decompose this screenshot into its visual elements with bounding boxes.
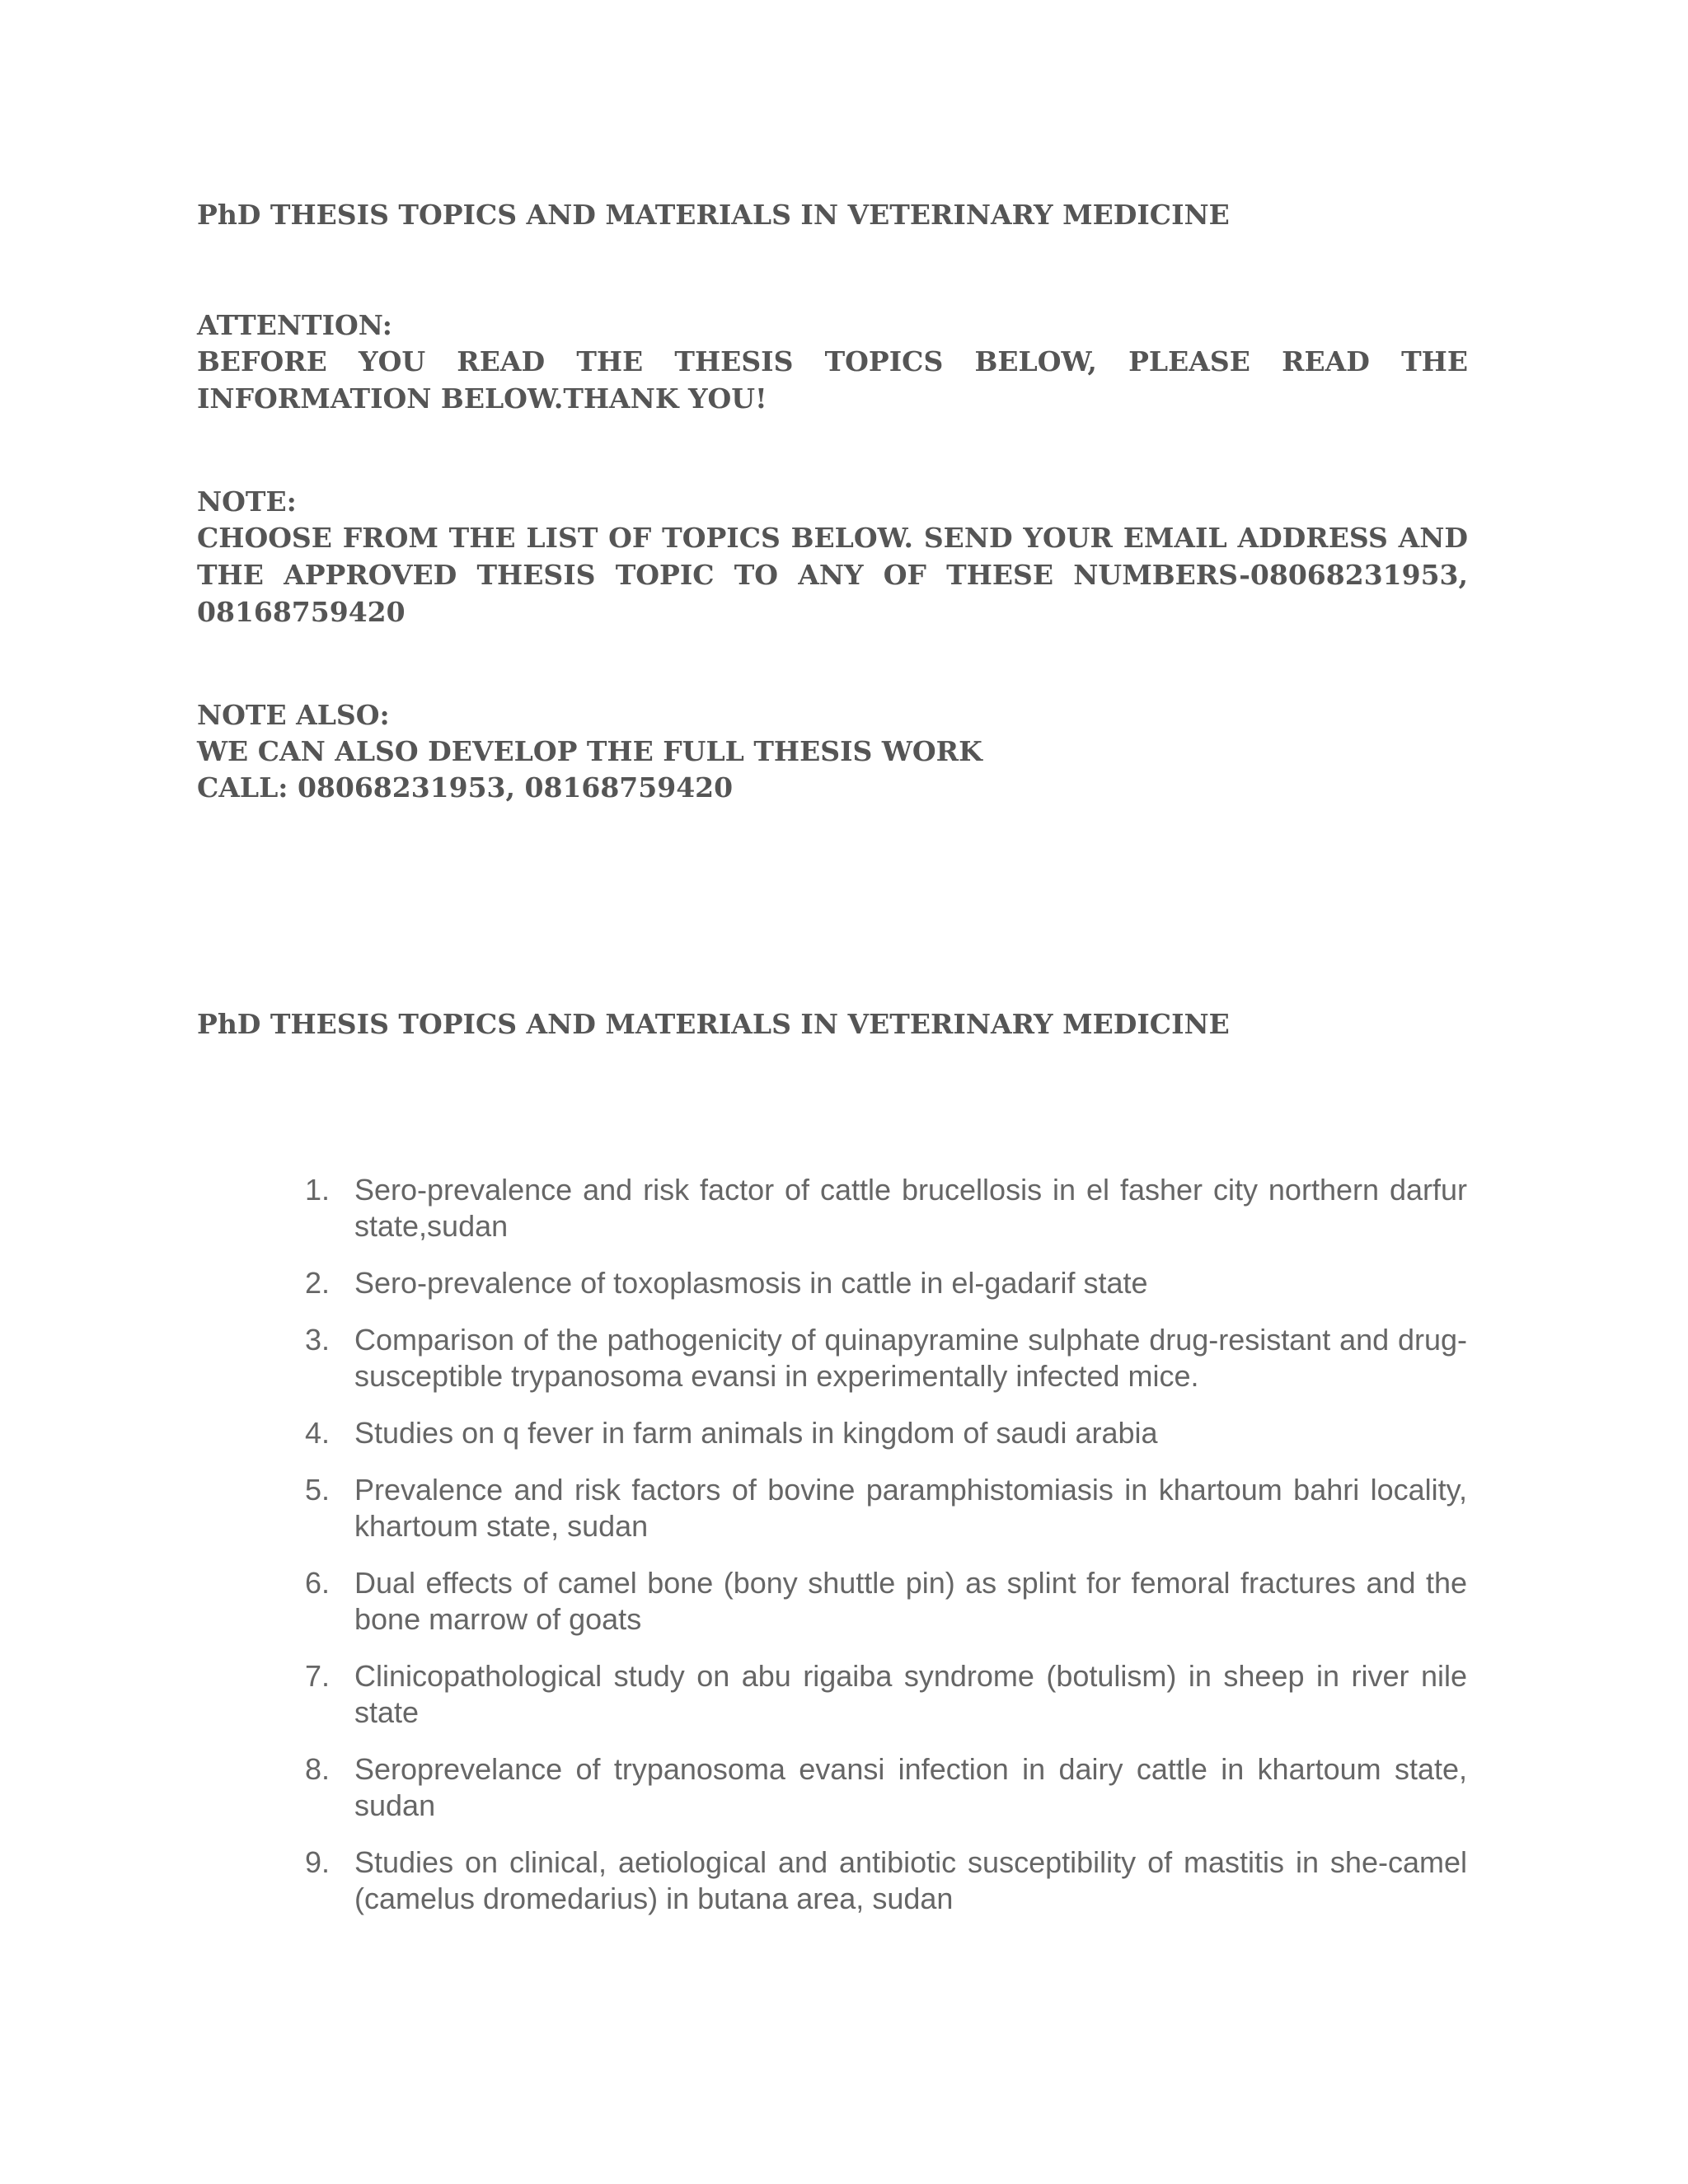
topic-text: Sero-prevalence and risk factor of cattle brucellosis in el fasher city northern darfur state,sudan [354, 1173, 1467, 1243]
attention-label: ATTENTION: [197, 309, 392, 341]
topic-text: Sero-prevalence of toxoplasmosis in cattle in el-gadarif state [354, 1266, 1148, 1300]
topics-list [0, 1172, 1688, 1938]
topic-item [0, 1172, 1688, 1244]
topic-text: Seroprevelance of trypanosoma evansi infection in dairy cattle in khartoum state, sudan [354, 1752, 1467, 1822]
topic-number: 8. [305, 1752, 331, 1786]
topic-item [0, 1322, 1688, 1394]
topic-item [0, 1658, 1688, 1731]
topic-number: 6. [305, 1566, 331, 1600]
topic-text: Studies on clinical, aetiological and antibiotic susceptibility of mastitis in she-camel (camelus dromedarius) in butana area, sudan [354, 1845, 1467, 1915]
topic-text: Studies on q fever in farm animals in kingdom of saudi arabia [354, 1416, 1158, 1450]
topic-item [0, 1415, 1688, 1451]
topic-text: Prevalence and risk factors of bovine paramphistomiasis in khartoum bahri locality, khartoum state, sudan [354, 1473, 1467, 1543]
note-text: CHOOSE FROM THE LIST OF TOPICS BELOW. SEND YOUR EMAIL ADDRESS AND THE APPROVED THESIS TOPIC TO ANY OF THESE NUMBERS-08068231953, 08168759420 [197, 522, 1468, 628]
topic-text: Clinicopathological study on abu rigaiba syndrome (botulism) in sheep in river nile state [354, 1659, 1467, 1729]
topic-item [0, 1265, 1688, 1301]
topic-item [0, 1844, 1688, 1917]
topic-text: Dual effects of camel bone (bony shuttle pin) as splint for femoral fractures and the bone marrow of goats [354, 1566, 1467, 1636]
section-title: PhD THESIS TOPICS AND MATERIALS IN VETERINARY MEDICINE [197, 1008, 1230, 1040]
topic-number: 9. [305, 1845, 331, 1879]
call-numbers: CALL: 08068231953, 08168759420 [197, 771, 734, 804]
note-label: NOTE: [197, 485, 297, 518]
topic-number: 2. [305, 1266, 331, 1300]
topic-number: 5. [305, 1473, 331, 1507]
topic-item [0, 1751, 1688, 1824]
topic-text: Comparison of the pathogenicity of quinapyramine sulphate drug-resistant and drug-susceptible trypanosoma evansi in experimentally infected mice. [354, 1323, 1467, 1393]
topic-number: 4. [305, 1416, 331, 1450]
topic-number: 1. [305, 1173, 331, 1207]
note-also-label: NOTE ALSO: [197, 699, 390, 731]
document-title: PhD THESIS TOPICS AND MATERIALS IN VETERINARY MEDICINE [197, 199, 1230, 231]
topic-number: 3. [305, 1323, 331, 1357]
note-also-text: WE CAN ALSO DEVELOP THE FULL THESIS WORK [197, 735, 982, 767]
topic-number: 7. [305, 1659, 331, 1693]
attention-text: BEFORE YOU READ THE THESIS TOPICS BELOW, PLEASE READ THE INFORMATION BELOW.THANK YOU! [197, 345, 1468, 415]
topic-item [0, 1472, 1688, 1544]
topic-item [0, 1565, 1688, 1638]
